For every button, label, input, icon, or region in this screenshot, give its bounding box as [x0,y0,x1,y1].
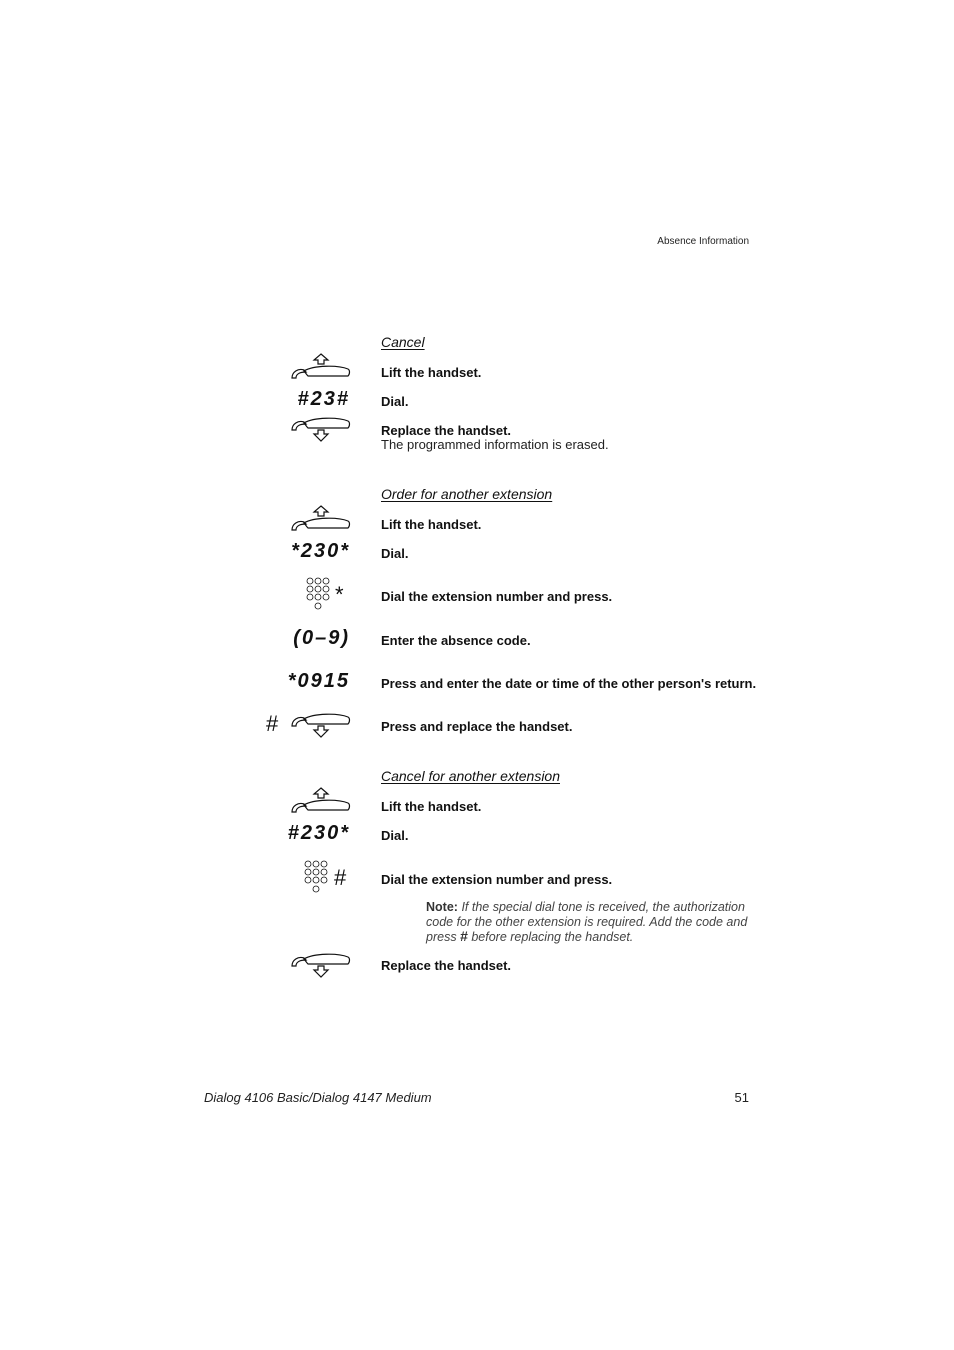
step-enter-absence-code: Enter the absence code. [381,633,531,648]
footer-product: Dialog 4106 Basic/Dialog 4147 Medium [204,1090,432,1105]
replace-handset-icon [288,416,352,444]
lift-handset-icon [288,352,352,380]
lift-handset-icon [288,504,352,532]
step-dial-extension: Dial the extension number and press. [381,872,613,887]
note-label: Note: [426,900,458,914]
step-lift-handset: Lift the handset. [381,799,482,814]
step-dial: Dial. [381,394,409,409]
note-hash-key: # [460,928,468,944]
heading-order-other: Order for another extension [381,486,553,502]
note [426,900,756,945]
replace-handset-icon [288,952,352,980]
heading-cancel: Cancel [381,334,425,350]
keypad-icon [303,860,329,896]
section-header: Absence Information [657,236,749,247]
absence-code: (0–9) [293,627,350,649]
date-code: *0915 [287,670,350,692]
step-enter-date: Press and enter the date or time of the other person's return. [381,676,757,691]
step-replace-info: The programmed information is erased. [381,437,609,452]
replace-handset-icon [288,712,352,740]
hash-key: # [334,865,347,890]
lift-handset-icon [288,786,352,814]
keypad-icon [305,577,331,613]
step-press-replace: Press and replace the handset. [381,719,573,734]
note-text-1: If the special dial tone is received, the authorization code for the other extension is required. Add the code and press [426,900,748,944]
step-lift-handset: Lift the handset. [381,517,482,532]
dial-code: #230* [287,822,350,844]
step-dial-extension: Dial the extension number and press. [381,589,613,604]
hash-key: # [266,711,279,736]
note-text-2: before replacing the handset. [471,930,634,944]
step-replace-handset: Replace the handset. [381,958,512,973]
heading-cancel-other: Cancel for another extension [381,768,560,784]
star-key: * [335,582,344,607]
dial-code: #23# [297,388,350,410]
step-lift-handset: Lift the handset. [381,365,482,380]
dial-code: *230* [291,540,350,562]
page-number: 51 [734,1090,749,1105]
step-dial: Dial. [381,828,409,843]
step-dial: Dial. [381,546,409,561]
step-replace-handset: Replace the handset. [381,423,512,438]
